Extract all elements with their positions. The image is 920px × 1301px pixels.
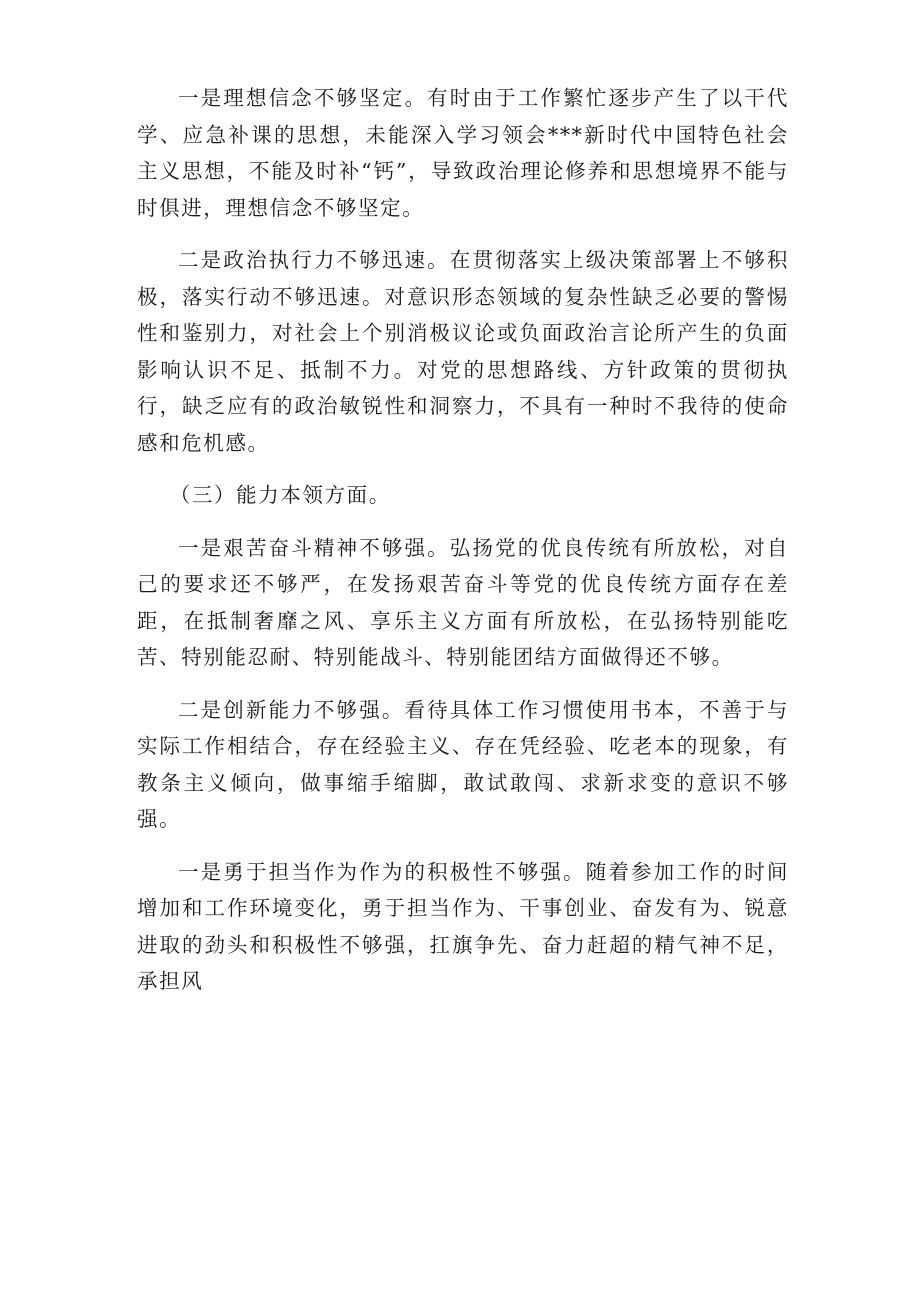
section-heading-ability: （三）能力本领方面。 (169, 483, 391, 507)
paragraph-responsibility: 一是勇于担当作为作为的积极性不够强。随着参加工作的时间增加和工作环境变化，勇于担当作为、干事创业、奋发有为、锐意进取的劲头和积极性不够强，扛旗争先、奋力赶超的精气神不足，承担风 (137, 859, 789, 993)
paragraph-political-execution: 二是政治执行力不够迅速。在贯彻落实上级决策部署上不够积极，落实行动不够迅速。对意识形态领域的复杂性缺乏必要的警惕性和鉴别力，对社会上个别消极议论或负面政治言论所产生的负面影响认识不足、抵制不力。对党的思想路线、方针政策的贯彻执行，缺乏应有的政治敏锐性和洞察力，不具有一种时不我待的使命感和危机感。 (137, 248, 789, 455)
paragraph-innovation-ability: 二是创新能力不够强。看待具体工作习惯使用书本，不善于与实际工作相结合，存在经验主义、存在凭经验、吃老本的现象，有教条主义倾向，做事缩手缩脚，敢试敢闯、求新求变的意识不够强。 (137, 697, 789, 831)
paragraph-hard-work-spirit: 一是艰苦奋斗精神不够强。弘扬党的优良传统有所放松，对自己的要求还不够严，在发扬艰苦奋斗等党的优良传统方面存在差距，在抵制奢靡之风、享乐主义方面有所放松，在弘扬特别能吃苦、特别能忍耐、特别能战斗、特别能团结方面做得还不够。 (137, 535, 789, 669)
paragraph-ideals-belief: 一是理想信念不够坚定。有时由于工作繁忙逐步产生了以干代学、应急补课的思想，未能深入学习领会***新时代中国特色社会主义思想，不能及时补“钙”，导致政治理论修养和思想境界不能与时俱进，理想信念不够坚定。 (137, 86, 789, 220)
document-page (137, 80, 789, 1016)
